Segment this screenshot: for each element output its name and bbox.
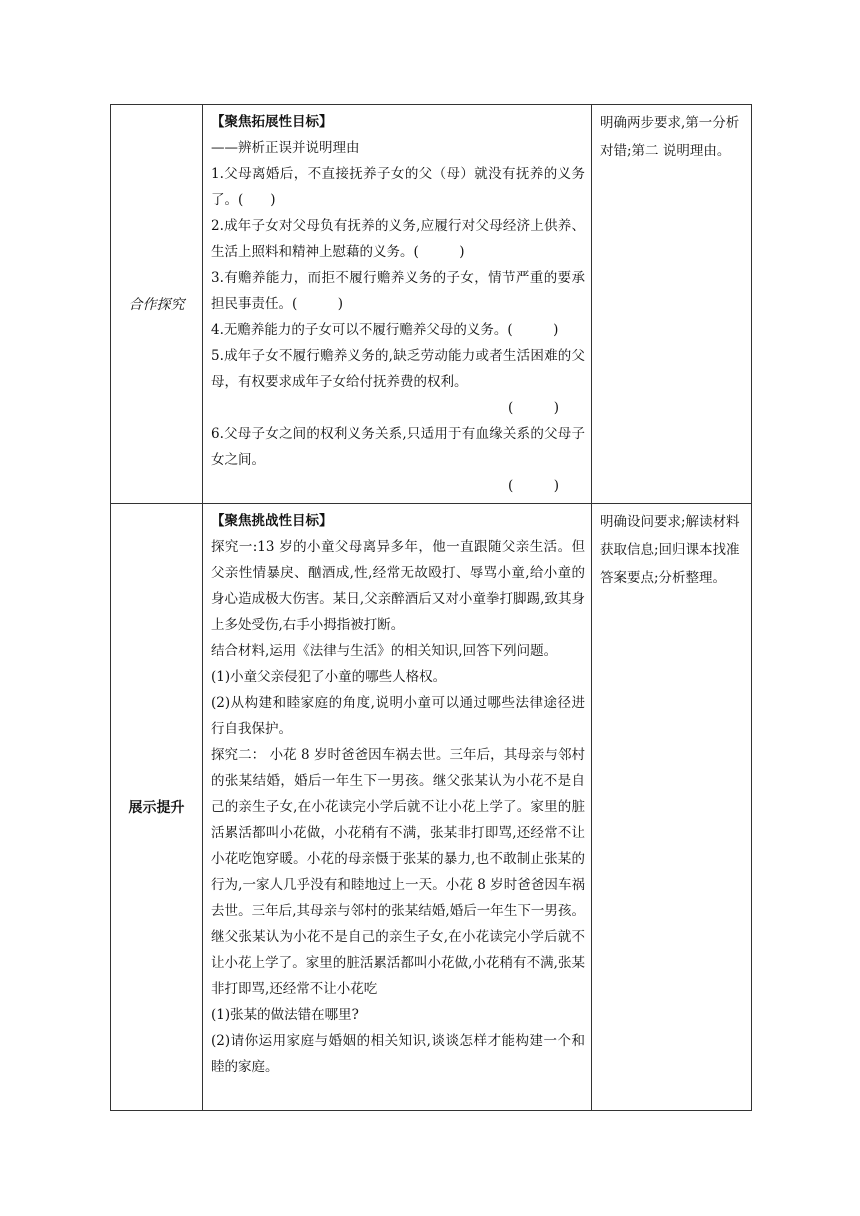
section-heading: 【聚焦拓展性目标】 [211, 114, 333, 130]
question-item: 1.父母离婚后，不直接抚养子女的父（母）就没有抚养的义务了。( ) [211, 166, 585, 208]
section-subheading: ——辨析正误并说明理由 [211, 140, 360, 156]
paragraph: (1)小童父亲侵犯了小童的哪些人格权。 [211, 669, 447, 685]
table-row [111, 504, 752, 1111]
section-heading: 【聚焦挑战性目标】 [211, 513, 333, 529]
note-cell [592, 105, 752, 504]
content-cell [203, 504, 592, 1111]
table-row [111, 105, 752, 504]
teaching-note: 明确两步要求,第一分析对错;第二 说明理由。 [600, 115, 740, 159]
teaching-note: 明确设问要求;解读材料获取信息;回归课本找准答案要点;分析整理。 [600, 514, 740, 586]
row-label: 合作探究 [128, 297, 185, 313]
answer-parenthesis: ( ) [507, 478, 559, 494]
answer-parenthesis: ( ) [507, 400, 559, 416]
question-item: 2.成年子女对父母负有抚养的义务,应履行对父母经济上供养、生活上照料和精神上慰藉的义务。( ) [211, 218, 585, 260]
note-cell [592, 504, 752, 1111]
paragraph: (1)张某的做法错在哪里? [211, 1007, 359, 1023]
question-item: 5.成年子女不履行赡养义务的,缺乏劳动能力或者生活困难的父母，有权要求成年子女给付抚养费的权利。 [211, 348, 585, 390]
content-cell [203, 105, 592, 504]
paragraph: (2)从构建和睦家庭的角度,说明小童可以通过哪些法律途径进行自我保护。 [211, 695, 585, 737]
paragraph: 探究二： 小花 8 岁时爸爸因车祸去世。三年后，其母亲与邻村的张某结婚，婚后一年生下一男孩。继父张某认为小花不是自己的亲生子女,在小花读完小学后就不让小花上学了。家里的脏活累活都叫小花做，小花稍有不满，张某非打即骂,还经常不让小花吃饱穿暖。小花的母亲慑于张某的暴力,也不敢制止张某的行为,一家人几乎没有和睦地过上一天。小花 8 岁时爸爸因车祸去世。三年后,其母亲与邻村的张某结婚,婚后一年生下一男孩。继父张某认为小花不是自己的亲生子女,在小花读完小学后就不让小花上学了。家里的脏活累活都叫小花做,小花稍有不满,张某非打即骂,还经常不让小花吃 [211, 747, 585, 997]
paragraph: (2)请你运用家庭与婚姻的相关知识,谈谈怎样才能构建一个和睦的家庭。 [211, 1033, 585, 1075]
row-label-cell [111, 504, 203, 1111]
lesson-table [110, 104, 752, 1111]
row-label-cell [111, 105, 203, 504]
row-label: 展示提升 [128, 800, 185, 816]
question-item: 6.父母子女之间的权利义务关系,只适用于有血缘关系的父母子女之间。 [211, 426, 585, 468]
question-item: 3.有赡养能力，而拒不履行赡养义务的子女，情节严重的要承担民事责任。( ) [211, 270, 585, 312]
question-item: 4.无赡养能力的子女可以不履行赡养父母的义务。( ) [211, 322, 559, 338]
paragraph: 结合材料,运用《法律与生活》的相关知识,回答下列问题。 [211, 643, 558, 659]
paragraph: 探究一:13 岁的小童父母离异多年，他一直跟随父亲生活。但父亲性情暴戾、酗酒成,性,经常无故殴打、辱骂小童,给小童的身心造成极大伤害。某日,父亲醉酒后又对小童拳打脚踢,致其身上多处受伤,右手小拇指被打断。 [211, 539, 585, 633]
